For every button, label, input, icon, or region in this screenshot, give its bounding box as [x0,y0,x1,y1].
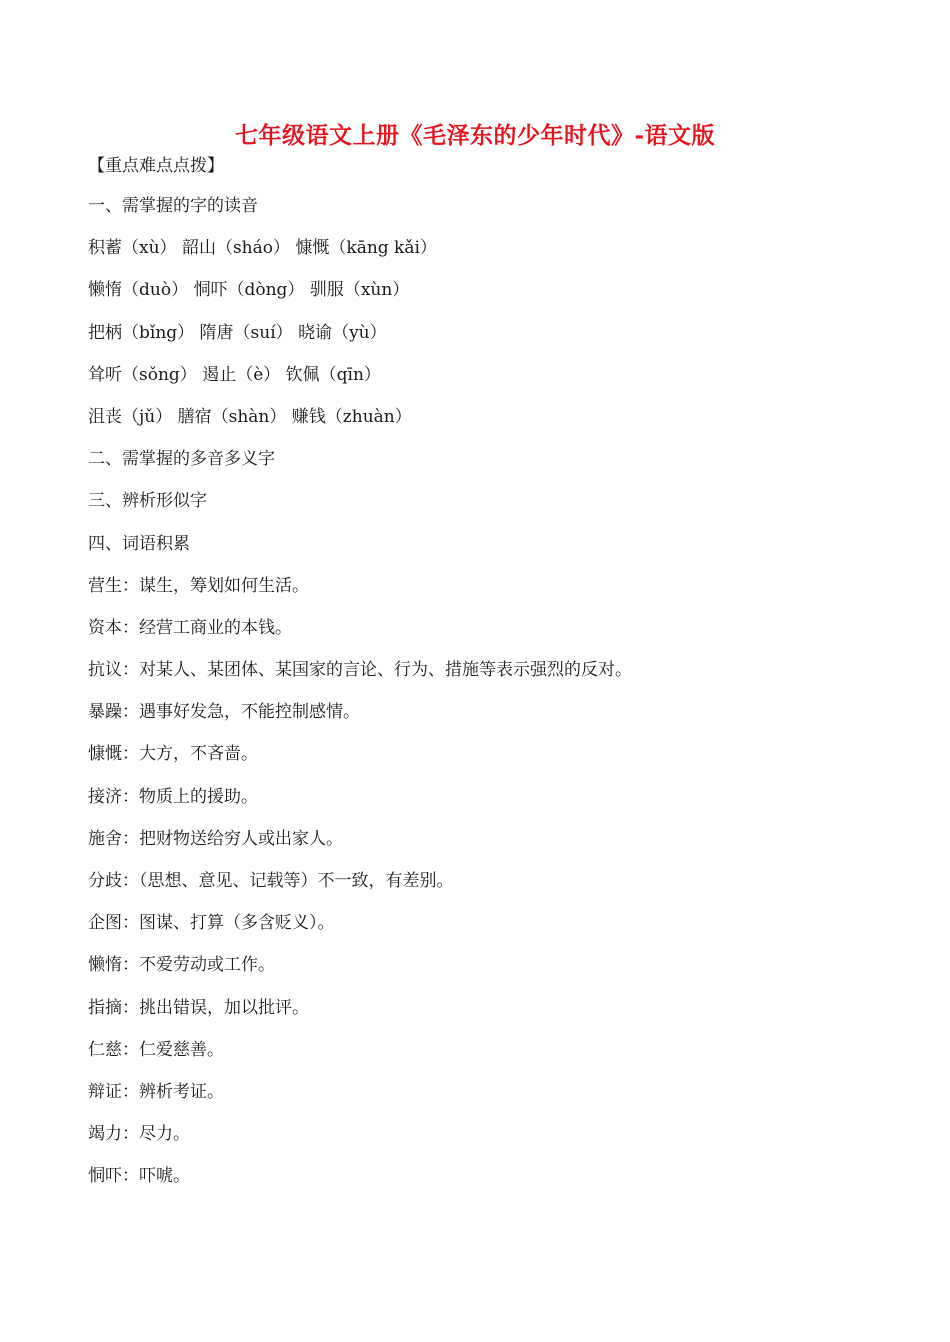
vocabulary-entry: 懒惰：不爱劳动或工作。 [88,955,275,976]
document-body [88,153,888,1206]
section-heading-key-points: 【重点难点点拨】 [88,156,224,176]
vocabulary-entry: 竭力：尽力。 [88,1124,190,1145]
pronunciation-row: 懒惰（duò） 恫吓（dòng） 驯服（xùn） [88,280,410,301]
pronunciation-row: 耸听（sǒng） 遏止（è） 钦佩（qīn） [88,364,381,385]
vocabulary-entry: 分歧：（思想、意见、记载等）不一致，有差别。 [88,871,454,891]
pronunciation-row: 把柄（bǐng） 隋唐（suí） 晓谕（yù） [88,322,387,343]
document-title: 七年级语文上册《毛泽东的少年时代》-语文版 [234,122,716,149]
section-heading-similar-chars: 三、辨析形似字 [88,491,207,512]
vocabulary-entry: 资本：经营工商业的本钱。 [88,617,292,638]
section-heading-polyphonic: 二、需掌握的多音多义字 [88,449,275,470]
vocabulary-entry: 接济：物质上的援助。 [88,786,258,807]
vocabulary-entry: 抗议：对某人、某团体、某国家的言论、行为、措施等表示强烈的反对。 [88,660,632,681]
section-heading-pronunciation: 一、需掌握的字的读音 [88,196,258,216]
vocabulary-entry: 仁慈：仁爱慈善。 [88,1039,224,1060]
vocabulary-entry: 指摘：挑出错误，加以批评。 [88,997,309,1018]
vocabulary-entry: 恫吓：吓唬。 [88,1166,190,1187]
vocabulary-entry: 暴躁：遇事好发急，不能控制感情。 [88,702,360,723]
vocabulary-entry: 辩证：辨析考证。 [88,1081,224,1102]
section-heading-vocabulary: 四、词语积累 [88,533,190,554]
vocabulary-entry: 施舍：把财物送给穷人或出家人。 [88,828,343,849]
pronunciation-row: 积蓄（xù） 韶山（sháo） 慷慨（kāng kǎi） [88,238,437,259]
vocabulary-entry: 营生：谋生，筹划如何生活。 [88,575,309,596]
pronunciation-row: 沮丧（jǔ） 膳宿（shàn） 赚钱（zhuàn） [88,406,412,427]
vocabulary-entry: 慷慨：大方，不吝啬。 [88,744,258,765]
vocabulary-entry: 企图：图谋、打算（多含贬义）。 [88,913,335,934]
